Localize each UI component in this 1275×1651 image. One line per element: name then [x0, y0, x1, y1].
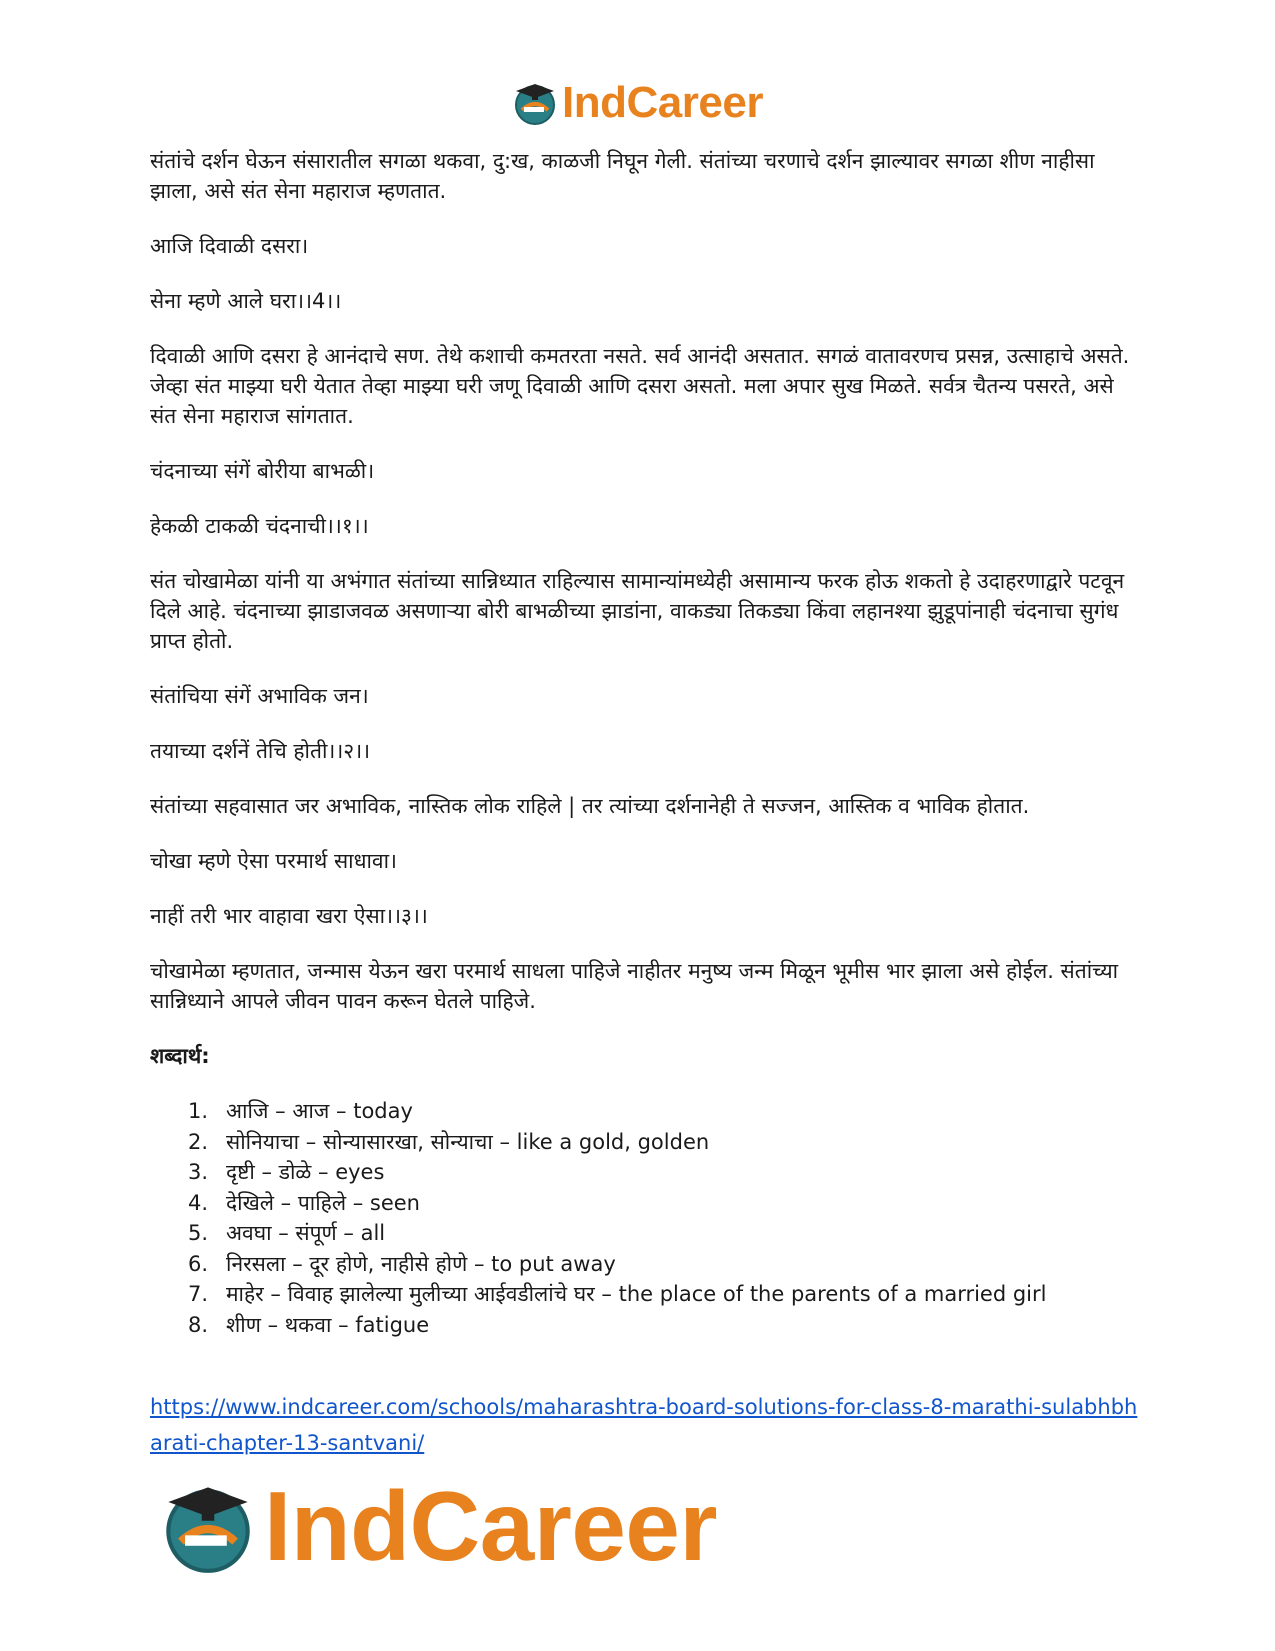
logo — [160, 1470, 717, 1583]
verse-line: तयाच्या दर्शनें तेचि होती।।२।। — [150, 739, 371, 763]
list-text: देखिले – पाहिले – seen — [226, 1190, 420, 1215]
list-text: माहेर – विवाह झालेल्या मुलीच्या आईवडीलांचे घर – the place of the parents of a married girl — [226, 1282, 1047, 1306]
list-item — [188, 1188, 1130, 1219]
verse-line: चंदनाच्या संगें बोरीया बाभळी। — [150, 459, 375, 483]
list-number: 3. — [188, 1160, 209, 1184]
list-number: 2. — [188, 1129, 209, 1154]
list-text: निरसला – दूर होणे, नाहीसे होणे – to put away — [226, 1251, 616, 1276]
list-number: 4. — [188, 1190, 209, 1215]
paragraph: संतांचे दर्शन घेऊन संसारातील सगळा थकवा, दु:ख, काळजी निघून गेली. संतांच्या चरणाचे दर्शन झाल्यावर सगळा शीण नाहीसा झाला, असे संत सेना महाराज म्हणतात. — [150, 149, 1095, 203]
list-item — [188, 1218, 1130, 1249]
paragraph: चोखामेळा म्हणतात, जन्मास येऊन खरा परमार्थ साधला पाहिजे नाहीतर मनुष्य जन्म मिळून भूमीस भार झाला असे होईल. संतांच्या सान्निध्याने आपले जीवन पावन करून घेतले पाहिजे. — [150, 959, 1119, 1013]
paragraph: संतांच्या सहवासात जर अभाविक, नास्तिक लोक राहिले | तर त्यांच्या दर्शनानेही ते सज्जन, आस्तिक व भाविक होतात. — [150, 794, 1030, 818]
list-number: 7. — [188, 1282, 209, 1306]
vocab-list — [188, 1096, 1130, 1340]
graduation-globe-icon — [160, 1479, 256, 1575]
logo — [512, 78, 763, 128]
list-text: दृष्टी – डोळे – eyes — [226, 1160, 385, 1184]
verse-line: नाहीं तरी भार वाहावा खरा ऐसा।।३।। — [150, 904, 428, 928]
list-text: शीण – थकवा – fatigue — [226, 1312, 430, 1337]
list-item — [188, 1157, 1130, 1188]
paragraph: संत चोखामेळा यांनी या अभंगात संतांच्या सान्निध्यात राहिल्यास सामान्यांमध्येही असामान्य फरक होऊ शकतो हे उदाहरणाद्वारे पटवून दिले आहे. चंदनाच्या झाडाजवळ असणाऱ्या बोरी बाभळीच्या झाडांना, वाकड्या तिकड्या किंवा लहानश्या झुडूपांनाही चंदनाचा सुगंध प्राप्त होतो. — [150, 569, 1125, 653]
source-link[interactable]: https://www.indcareer.com/schools/maharashtra-board-solutions-for-class-8-marathi-sulabhbharati-chapter-13-santvani/ — [150, 1395, 1138, 1455]
list-text: आजि – आज – today — [226, 1099, 413, 1123]
paragraph: दिवाळी आणि दसरा हे आनंदाचे सण. तेथे कशाची कमतरता नसते. सर्व आनंदी असतात. सगळं वातावरणच प्रसन्न, उत्साहाचे असते. जेव्हा संत माझ्या घरी येतात तेव्हा माझ्या घरी जणू दिवाळी आणि दसरा असतो. मला अपार सुख मिळते. सर्वत्र चैतन्य पसरते, असे संत सेना महाराज सांगतात. — [150, 344, 1130, 428]
footer-logo — [160, 1470, 717, 1583]
list-item — [188, 1127, 1130, 1158]
list-number: 6. — [188, 1251, 209, 1276]
verse-line: हेकळी टाकळी चंदनाची।।१।। — [150, 514, 369, 538]
list-number: 1. — [188, 1099, 209, 1123]
list-number: 8. — [188, 1312, 209, 1337]
list-item — [188, 1279, 1130, 1310]
document-body — [150, 146, 1130, 1340]
logo-text: IndCareer — [264, 1471, 718, 1581]
verse-line: आजि दिवाळी दसरा। — [150, 234, 309, 258]
vocab-heading: शब्दार्थ: — [150, 1044, 210, 1068]
list-text: सोनियाचा – सोन्यासारखा, सोन्याचा – like a gold, golden — [226, 1129, 710, 1154]
list-item — [188, 1096, 1130, 1127]
graduation-globe-icon — [512, 80, 558, 126]
verse-line: चोखा म्हणे ऐसा परमार्थ साधावा। — [150, 849, 398, 873]
header-logo — [0, 78, 1275, 128]
verse-line: सेना म्हणे आले घरा।।4।। — [150, 289, 342, 313]
list-item — [188, 1249, 1130, 1280]
list-text: अवघा – संपूर्ण – all — [226, 1221, 386, 1245]
list-number: 5. — [188, 1221, 209, 1245]
list-item — [188, 1310, 1130, 1341]
verse-line: संतांचिया संगें अभाविक जन। — [150, 684, 369, 708]
logo-text: IndCareer — [562, 78, 763, 127]
